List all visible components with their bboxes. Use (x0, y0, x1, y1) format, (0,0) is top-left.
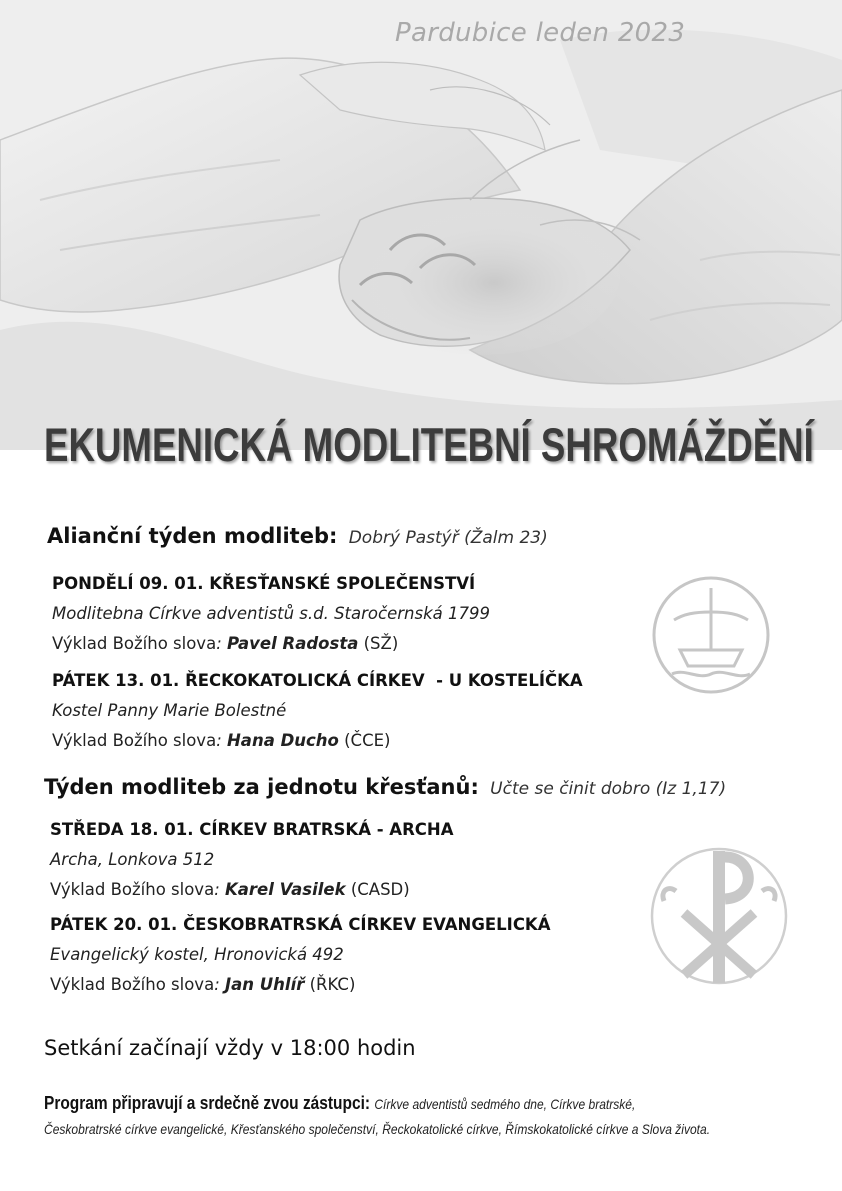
event-church: (CASD) (350, 880, 410, 899)
page-title: EKUMENICKÁ MODLITEBNÍ SHROMÁŽDĚNÍ (44, 418, 814, 471)
event-title: PÁTEK 13. 01. ŘECKOKATOLICKÁ CÍRKEV - U KOSTELÍČKA (52, 671, 583, 690)
clasped-hands-illustration (0, 0, 842, 450)
organizers-row-1-inner (44, 1090, 635, 1117)
section-heading-aliance (47, 524, 548, 548)
event-speaker-label: Výklad Božího slova (52, 731, 217, 750)
event-church: (SŽ) (363, 634, 399, 653)
organizers-row-2 (44, 1116, 804, 1142)
event-church: (ŘKC) (309, 975, 356, 994)
organizers-list-2: Českobratrské církve evangelické, Křesťanského společenství, Řeckokatolické církve, Římskokatolické církve a Slova života. (44, 1121, 711, 1137)
cross-boat-icon (650, 574, 772, 700)
event-speaker-label: Výklad Božího slova (52, 634, 217, 653)
section-heading-jednota (44, 775, 726, 799)
section-theme: Dobrý Pastýř (Žalm 23) (348, 528, 548, 548)
event-speaker: Hana Ducho (227, 731, 339, 750)
event-title: PÁTEK 20. 01. ČESKOBRATRSKÁ CÍRKEV EVANGELICKÁ (50, 915, 551, 934)
event-speaker-label: Výklad Božího slova (50, 880, 215, 899)
event-item (52, 569, 490, 659)
event-place: Kostel Panny Marie Bolestné (52, 701, 287, 720)
event-speaker: Pavel Radosta (227, 634, 359, 653)
organizers-row-1 (44, 1090, 804, 1116)
event-item (52, 666, 583, 756)
event-place: Archa, Lonkova 512 (50, 850, 215, 869)
event-speaker: Jan Uhlíř (225, 975, 305, 994)
event-speaker: Karel Vasilek (225, 880, 346, 899)
organizers-list-1: Církve adventistů sedmého dne, Církve bratrské, (374, 1096, 636, 1112)
event-title: STŘEDA 18. 01. CÍRKEV BRATRSKÁ - ARCHA (50, 820, 454, 839)
event-speaker-label: Výklad Božího slova (50, 975, 215, 994)
event-title: PONDĚLÍ 09. 01. KŘESŤANSKÉ SPOLEČENSTVÍ (52, 574, 476, 593)
event-item (50, 815, 453, 905)
event-item (50, 910, 550, 1000)
event-place: Evangelický kostel, Hronovická 492 (50, 945, 344, 964)
event-place: Modlitebna Církve adventistů s.d. Staročernská 1799 (52, 604, 490, 623)
section-heading-label: Alianční týden modliteb: (47, 524, 338, 548)
event-speaker-line: Výklad Božího slova: Hana Ducho (ČCE) (52, 731, 391, 750)
meeting-time: Setkání začínají vždy v 18:00 hodin (44, 1036, 416, 1060)
event-speaker-line: Výklad Božího slova: Karel Vasilek (CASD) (50, 880, 410, 899)
section-theme: Učte se činit dobro (Iz 1,17) (490, 779, 727, 799)
organizers-lead: Program připravují a srdečně zvou zástupci: (44, 1093, 371, 1113)
hero-illustration (0, 0, 842, 450)
hero-caption: Pardubice leden 2023 (395, 18, 686, 48)
event-speaker-line: Výklad Božího slova: Pavel Radosta (SŽ) (52, 634, 399, 653)
event-church: (ČCE) (344, 731, 391, 750)
organizers-block (44, 1090, 804, 1142)
chi-rho-icon (646, 843, 792, 993)
section-heading-label: Týden modliteb za jednotu křesťanů: (44, 775, 479, 799)
event-speaker-line: Výklad Božího slova: Jan Uhlíř (ŘKC) (50, 975, 356, 994)
